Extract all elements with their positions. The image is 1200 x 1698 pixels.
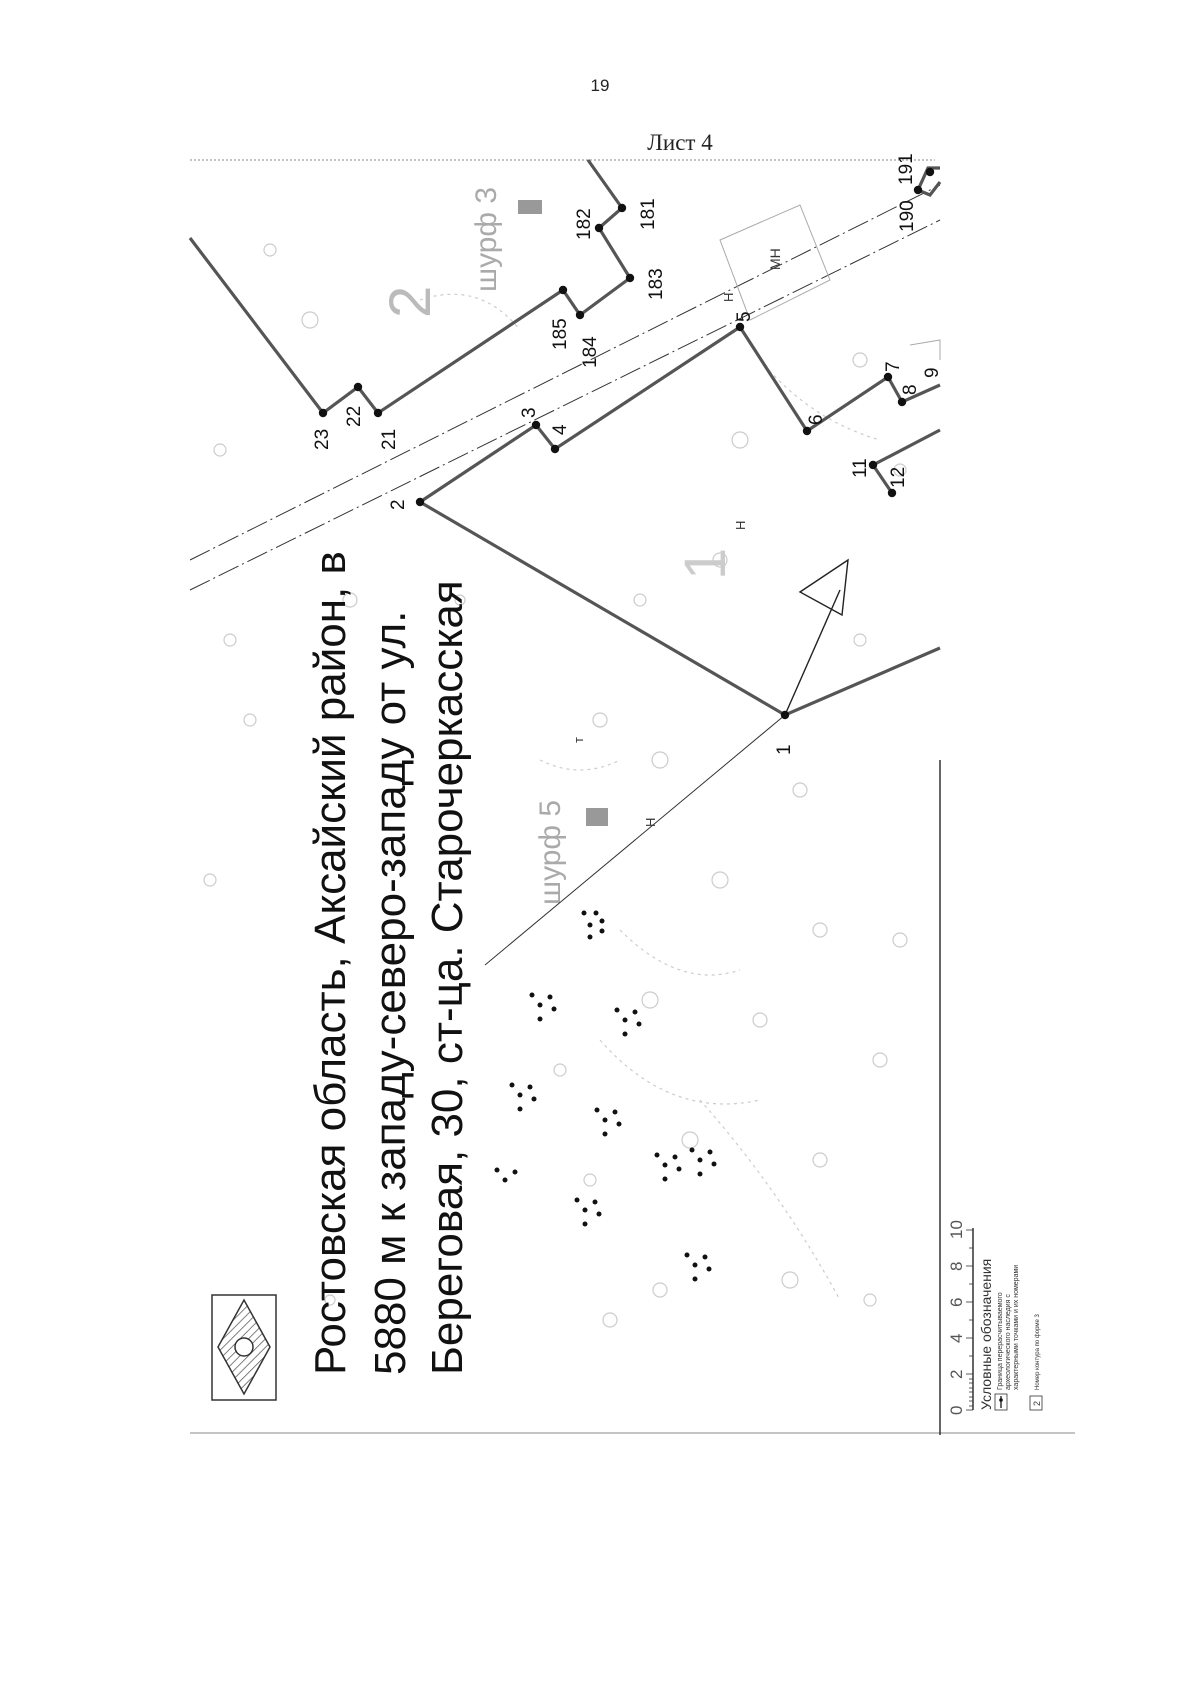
pit-label-5: шурф 5 xyxy=(534,799,567,905)
point-label-185: 185 xyxy=(550,318,571,350)
scale-tick-2: 2 xyxy=(947,1369,966,1379)
point-label-191: 191 xyxy=(896,153,917,185)
scale-tick-4: 4 xyxy=(947,1333,966,1343)
legend-item-2-box: 2 xyxy=(1032,1400,1042,1406)
n-label-left: Н xyxy=(643,817,658,827)
scale-tick-6: 6 xyxy=(947,1297,966,1307)
contour-label-1: 1 xyxy=(673,547,738,580)
sheet-label: Лист 4 xyxy=(647,130,713,155)
address-line-1: Ростовская область, Аксайский район, в xyxy=(306,551,355,1375)
point-label-181: 181 xyxy=(638,198,659,230)
point-label-7: 7 xyxy=(883,361,904,372)
point-label-1: 1 xyxy=(774,744,795,755)
legend-item-1-line-1: Граница перерасчитываемого xyxy=(997,1292,1004,1390)
legend-item-1-line-2: археологического наследия с xyxy=(1005,1294,1012,1390)
address-line-3: Береговая, 30, ст-ца. Старочеркасская xyxy=(423,580,472,1375)
point-label-23: 23 xyxy=(312,428,333,450)
point-label-182: 182 xyxy=(574,208,595,240)
pit-label-3: шурф 3 xyxy=(470,186,503,292)
point-label-184: 184 xyxy=(580,336,601,368)
legend-item-contour-number xyxy=(1030,1313,1042,1410)
pit-marker-5 xyxy=(586,808,608,826)
address-line-2: 5880 м к западу-северо-западу от ул. xyxy=(366,610,415,1375)
point-label-190: 190 xyxy=(897,200,918,232)
point-label-2: 2 xyxy=(388,499,409,510)
point-label-6: 6 xyxy=(806,414,827,425)
point-label-11: 11 xyxy=(850,458,871,478)
contour-label-2: 2 xyxy=(378,285,443,318)
page-number: 19 xyxy=(590,76,610,95)
boundary-lines xyxy=(190,160,940,715)
point-label-5: 5 xyxy=(734,311,755,322)
point-label-12: 12 xyxy=(888,466,909,488)
scale-tick-10: 10 xyxy=(947,1220,966,1239)
scale-bar xyxy=(947,1220,973,1415)
n-label-mid: Н xyxy=(733,520,748,530)
point-label-8: 8 xyxy=(900,384,921,395)
vegetation-markers xyxy=(495,911,717,1282)
pit-marker-3 xyxy=(518,200,542,214)
n-label-top: Н xyxy=(721,292,736,302)
point-label-22: 22 xyxy=(344,405,365,427)
address-block xyxy=(306,551,472,1375)
mn-label: МН xyxy=(767,248,783,270)
legend-item-2: Номер контура по форме 3 xyxy=(1035,1314,1041,1390)
scale-tick-0: 0 xyxy=(947,1405,966,1415)
t-label: т xyxy=(571,737,586,743)
legend-title: Условные обозначения xyxy=(978,1258,994,1410)
legend xyxy=(947,1220,1042,1415)
company-logo xyxy=(212,1295,276,1400)
scale-tick-8: 8 xyxy=(947,1261,966,1271)
point-label-3: 3 xyxy=(519,407,540,418)
legend-item-1-line-3: характерными точками и их номерами xyxy=(1013,1264,1020,1390)
point-label-21: 21 xyxy=(379,428,400,450)
point-label-183: 183 xyxy=(646,268,667,300)
point-label-9: 9 xyxy=(922,367,943,378)
point-label-4: 4 xyxy=(550,424,571,435)
legend-item-boundary xyxy=(995,1265,1020,1410)
